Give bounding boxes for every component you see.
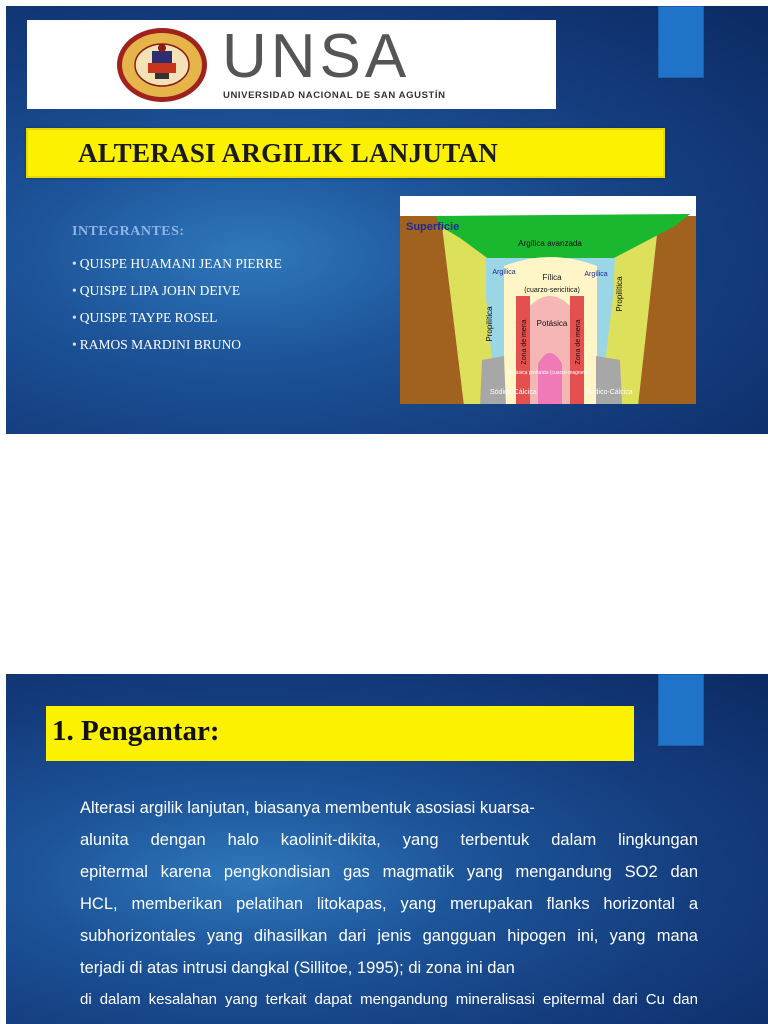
propilitica-left-label: Propilítica xyxy=(485,306,494,342)
list-item: • QUISPE TAYPE ROSEL xyxy=(72,310,218,325)
filica-label: Fílica xyxy=(542,273,562,282)
alteration-zones-diagram xyxy=(400,196,696,404)
introduction-slide xyxy=(6,674,768,1024)
paragraph-line: subhorizontales yang dihasilkan dari jenis gangguan hipogen ini, yang mana xyxy=(80,927,698,945)
slide-title: ALTERASI ARGILIK LANJUTAN xyxy=(78,138,499,168)
paragraph-line: HCL, memberikan pelatihan litokapas, yang merupakan flanks horizontal a xyxy=(80,895,698,913)
list-item: • QUISPE HUAMANI JEAN PIERRE xyxy=(72,256,282,271)
slide-accent-tab xyxy=(658,674,704,746)
unsa-wordmark: UNSA xyxy=(222,22,411,91)
argilica-left-label: Argílica xyxy=(492,269,516,276)
sodico-right-zone xyxy=(596,356,622,404)
filica-sub-label: (cuarzo-sericítica) xyxy=(524,287,580,294)
section-heading-banner xyxy=(46,706,634,761)
paragraph-line: Alterasi argilik lanjutan, biasanya membentuk asosiasi kuarsa- xyxy=(80,799,535,817)
title-slide xyxy=(6,6,768,434)
argilica-avanzada-label: Argílica avanzada xyxy=(518,239,582,248)
argilica-right-label: Argílica xyxy=(584,271,608,278)
intro-paragraph xyxy=(80,792,698,1016)
integrantes-label: INTEGRANTES: xyxy=(72,224,185,239)
sky-background xyxy=(400,196,696,216)
university-logo-banner xyxy=(27,20,556,109)
list-item: • QUISPE LIPA JOHN DEIVE xyxy=(72,283,241,298)
university-name: UNIVERSIDAD NACIONAL DE SAN AGUSTÍN xyxy=(223,90,446,101)
paragraph-line: terjadi di atas intrusi dangkal (Sillitoe, 1995); di zona ini dan xyxy=(80,959,515,977)
superficie-label: Superficie xyxy=(406,221,460,233)
list-item: • RAMOS MARDINI BRUNO xyxy=(72,337,242,352)
sodico-left-zone xyxy=(480,356,506,404)
member-list xyxy=(72,250,282,358)
potasica-profunda-zone xyxy=(538,353,562,404)
paragraph-line: epitermal karena pengkondisian gas magmatik yang mengandung SO2 dan xyxy=(80,863,698,881)
sodico-right-label: Sódico-Cálcica xyxy=(586,389,633,396)
potasica-label: Potásica xyxy=(536,319,568,328)
university-seal-icon xyxy=(115,26,209,104)
sodico-left-label: Sódico-Cálcica xyxy=(490,389,537,396)
title-banner xyxy=(26,128,665,178)
zona-mena-left-label: Zona de mena xyxy=(521,319,528,365)
potasica-profunda-label: Potásica profunda (cuarzo-magnetita) xyxy=(508,370,592,376)
propilitica-right-label: Propilítica xyxy=(615,276,624,312)
paragraph-line: alunita dengan halo kaolinit-dikita, yang terbentuk dalam lingkungan xyxy=(80,831,698,849)
slide-accent-tab xyxy=(658,6,704,78)
paragraph-line: di dalam kesalahan yang terkait dapat mengandung mineralisasi epitermal dari Cu dan xyxy=(80,991,698,1008)
zona-mena-right-label: Zona de mena xyxy=(575,319,582,365)
section-heading: 1. Pengantar: xyxy=(52,715,220,747)
